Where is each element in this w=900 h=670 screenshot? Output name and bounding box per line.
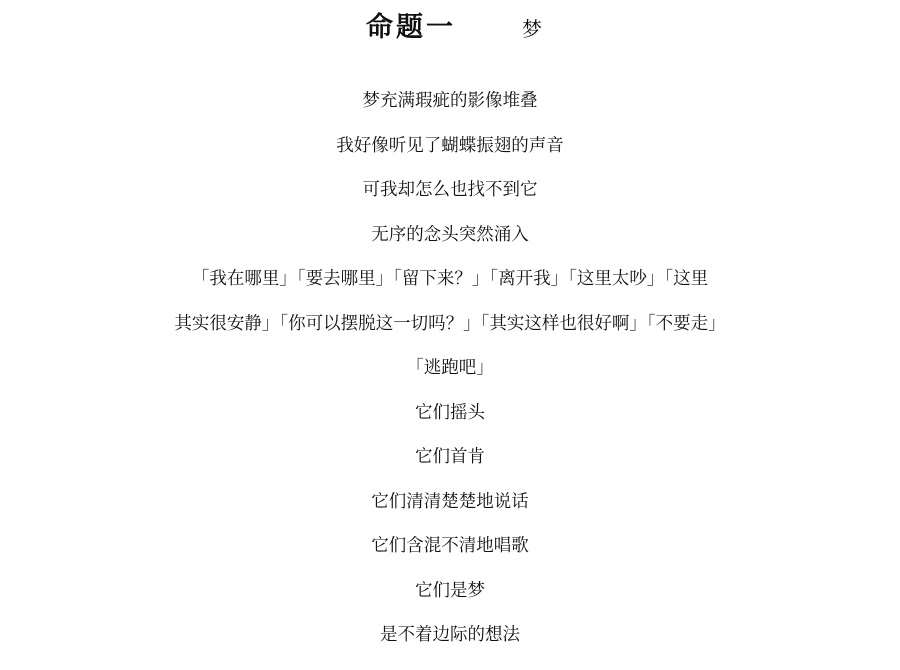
poem-line: 梦充满瑕疵的影像堆叠 [362, 91, 538, 111]
poem-line: 它们含混不清地唱歌 [371, 536, 529, 556]
poem-line: 它们首肯 [415, 447, 485, 467]
poem-line: 它们是梦 [415, 580, 485, 601]
poem-line: 可我却怎么也找不到它 [362, 180, 538, 200]
poem-line: 其实很安静」「你可以摆脱这一切吗？」「其实这样也很好啊」「不要走」 [174, 313, 726, 334]
poem-line: 它们摇头 [415, 402, 485, 423]
poem-line: 无序的念头突然涌入 [371, 224, 529, 245]
poem-line: 它们清清楚楚地说话 [371, 491, 529, 512]
page-title: 命题一 [366, 12, 456, 43]
header [0, 8, 900, 48]
poem-body [0, 84, 900, 663]
poem-line: 「逃跑吧」 [406, 358, 494, 378]
poem-line: 是不着边际的想法 [380, 625, 520, 645]
poem-line: 我好像听见了蝴蝶振翅的声音 [336, 135, 564, 156]
poem-line: 「我在哪里」「要去哪里」「留下来？」「离开我」「这里太吵」「这里 [191, 269, 709, 289]
page-subtitle: 梦 [522, 17, 542, 41]
